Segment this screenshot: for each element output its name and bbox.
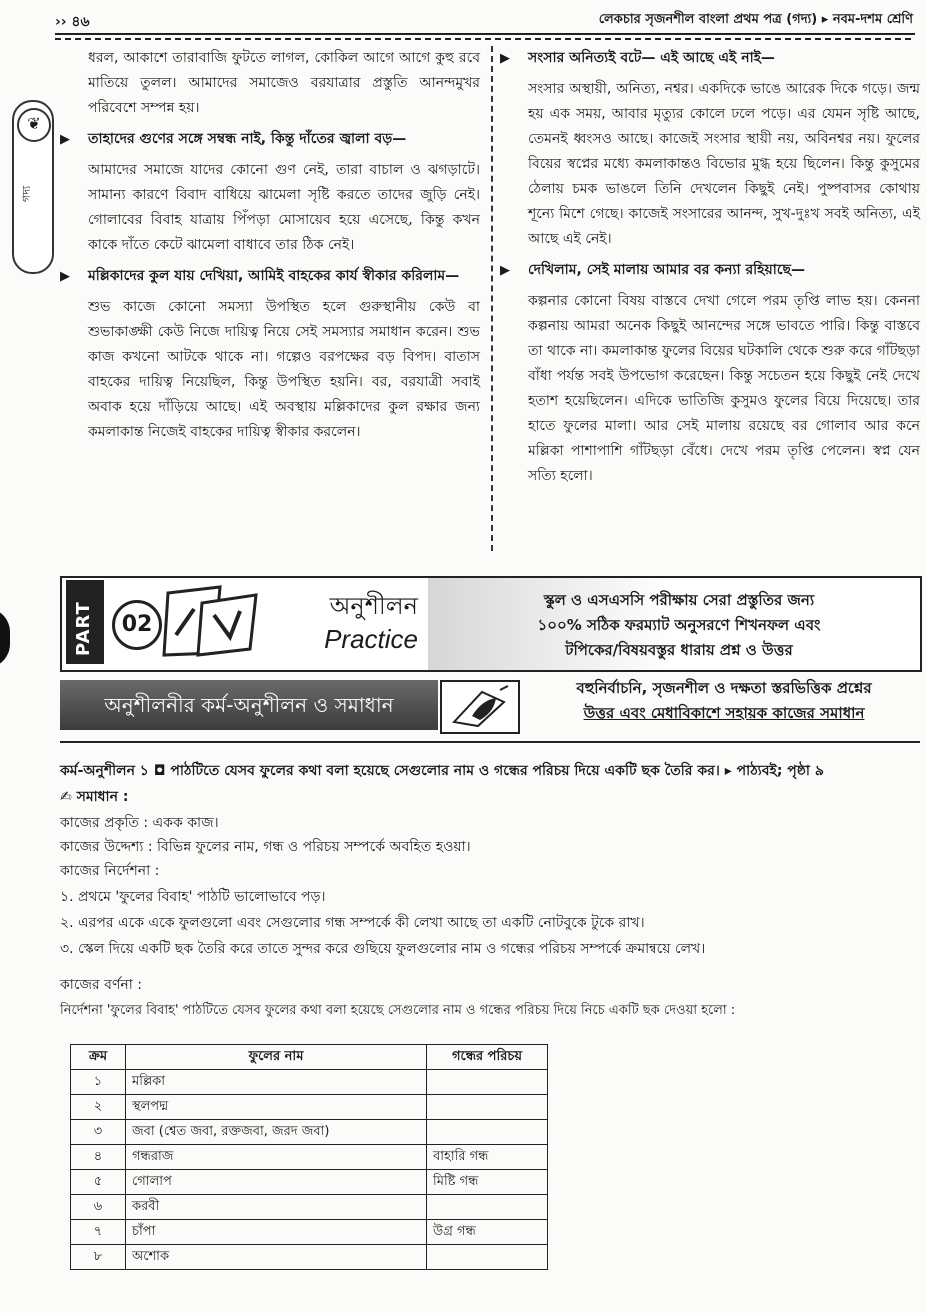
page-edge-mark	[0, 608, 10, 668]
task-purpose: কাজের উদ্দেশ্য : বিভিন্ন ফুলের নাম, গন্ধ ও পরিচয় সম্পর্কে অবহিত হওয়া।	[60, 839, 471, 855]
cell: ৪	[71, 1145, 126, 1170]
cell: ৬	[71, 1195, 126, 1220]
part-label	[66, 580, 104, 664]
cell	[427, 1095, 548, 1120]
section-tab	[12, 100, 54, 274]
part-number: 02	[112, 600, 162, 650]
practice-title-en: Practice	[324, 624, 418, 654]
practice-title-bn: অনুশীলন	[329, 592, 418, 620]
section-subheading	[528, 676, 920, 736]
instruction-step: ২. এরপর একে একে ফুলগুলো এবং সেগুলোর গন্ধ সম্পর্কে কী লেখা আছে তা একটি নোটবুকে টুকে রাখ।	[60, 915, 645, 931]
table-row	[71, 1220, 548, 1245]
cell: স্থলপদ্ম	[126, 1095, 427, 1120]
table-row	[71, 1145, 548, 1170]
paragraph: শুভ কাজে কোনো সমস্যা উপস্থিত হলে গুরুস্থানীয় কেউ বা শুভাকাঙ্ক্ষী কেউ নিজে দায়িত্ব নিয়ে সেই সমস্যার সমাধান করেন। শুভ কাজ কখনো আটকে থাকে না। গল্পেও বরপক্ষের বড় বিপদ। বাতাস বাহকের দায়িত্ব নিয়েছিল, কিন্তু উপস্থিত হয়নি। বর, বরযাত্রী সবাই অবাক হয়ে দাঁড়িয়ে আছে। এই অবস্থায় মল্লিকাদের কুল রক্ষার জন্য কমলাকান্ত নিজেই বাহকের দায়িত্ব স্বীকার করলেন।	[88, 299, 480, 440]
cell: চাঁপা	[126, 1220, 427, 1245]
subheading-line: উত্তর এবং মেধাবিকাশে সহায়ক কাজের সমাধান	[583, 704, 865, 722]
bullet-title: ▶ দেখিলাম, সেই মালায় আমার বর কন্যা রহিয়াছে—	[500, 258, 920, 283]
paragraph: কল্পনার কোনো বিষয় বাস্তবে দেখা গেলে পরম তৃপ্তি লাভ হয়। কেননা কল্পনায় আমরা অনেক কিছুই আনন্দের সঙ্গে ভাবতে পারি। কিন্তু বাস্তবে তা থাকে না। কমলাকান্ত ফুলের বিয়ের ঘটকালি থেকে শুরু করে গাঁটছড়া বাঁধা পর্যন্ত সবই উপভোগ করেছেন। কিন্তু সচেতন হয়ে কিছুই নেই দেখে হতাশ হয়েছিলেন। এদিকে ভাতিজি কুসুমও ফুলের বিয়ে দিয়েছে। তার হাতে ফুলের মালা। আর সেই মালায় রয়েছে বর গোলাব আর কনে মল্লিকা পাশাপাশি গাঁটছড়া বেঁধে। দেখে পরম তৃপ্তি পেলেন। স্বপ্ন যেন সত্যি হলো।	[528, 293, 921, 484]
book-title: লেকচার সৃজনশীল বাংলা প্রথম পত্র (গদ্য) ▸ নবম-দশম শ্রেণি	[598, 12, 913, 27]
task-nature: কাজের প্রকৃতি : একক কাজ।	[60, 815, 219, 831]
info-line: স্কুল ও এসএসসি পরীক্ষায় সেরা প্রস্তুতির জন্য	[543, 591, 815, 609]
instruction-step: ৩. স্কেল দিয়ে একটি ছক তৈরি করে তাতে সুন্দর করে গুছিয়ে ফুলগুলোর নাম ও গন্ধের পরিচয় সম্পর্কে ক্রমান্বয়ে লেখ।	[60, 941, 706, 957]
cell: মল্লিকা	[126, 1070, 427, 1095]
bullet-title: ▶ তাহাদের গুণের সঙ্গে সম্বন্ধ নাই, কিন্তু দাঁতের জ্বালা বড়—	[60, 127, 480, 152]
cell: ২	[71, 1095, 126, 1120]
table-row	[71, 1120, 548, 1145]
emblem-icon: ❦	[17, 108, 51, 142]
info-line: ১০০% সঠিক ফরম্যাট অনুসরণে শিখনফল এবং	[537, 616, 821, 634]
cell: ৩	[71, 1120, 126, 1145]
left-column	[60, 46, 480, 451]
writing-hand-icon	[440, 680, 520, 734]
paragraph: সংসার অস্থায়ী, অনিত্য, নশ্বর। একদিকে ভাঙে আরেক দিকে গড়ে। জন্ম হয় এক সময়, আবার মৃত্যুর কোলে ঢলে পড়ে। এর যেমন সৃষ্টি আছে, তেমনই ধ্বংসও আছে। কাজেই সংসার স্থায়ী নয়, অবিনশ্বর নয়। ফুলের বিয়ের স্বপ্নের মধ্যে কমলাকান্তও বিভোর মুগ্ধ হয়ে ছিলেন। কিন্তু কুসুমের ঠেলায় চমক ভাঙলে তিনি দেখলেন কিছুই নেই। পুষ্পবাসর কোথায় শূন্যে মিশে গেছে। কাজেই সংসারের আনন্দ, সুখ-দুঃখ সবই অনিত্য, এই আছে এই নেই।	[528, 81, 920, 247]
cell: মিষ্টি গন্ধ	[427, 1170, 548, 1195]
page-header	[0, 0, 927, 44]
right-column	[500, 46, 920, 495]
info-line: টপিকের/বিষয়বস্তুর ধারায় প্রশ্ন ও উত্তর	[565, 641, 793, 659]
table-row	[71, 1245, 548, 1270]
cell: অশোক	[126, 1245, 427, 1270]
table-row	[71, 1170, 548, 1195]
paragraph: ধরল, আকাশে তারাবাজি ফুটতে লাগল, কোকিল আগে আগে কুহু রবে মাতিয়ে তুলল। আমাদের সমাজেও বরযাত্রার প্রস্তুতি আনন্দমুখর পরিবেশে সম্পন্ন হয়।	[88, 50, 480, 116]
practice-banner-info	[428, 576, 922, 672]
part-label-text: PART	[73, 601, 94, 656]
column-header: ক্রম	[71, 1045, 126, 1070]
description-label: কাজের বর্ণনা :	[60, 977, 142, 993]
cell	[427, 1070, 548, 1095]
flower-table	[70, 1044, 548, 1270]
instruction-step: ১. প্রথমে 'ফুলের বিবাহ' পাঠটি ভালোভাবে পড়।	[60, 889, 326, 905]
cell: গোলাপ	[126, 1170, 427, 1195]
cell: ৮	[71, 1245, 126, 1270]
task-heading: কর্ম-অনুশীলন ১ ◘ পাঠটিতে যেসব ফুলের কথা বলা হয়েছে সেগুলোর নাম ও গন্ধের পরিচয় দিয়ে একটি ছক তৈরি কর। ▸ পাঠ্যবই; পৃষ্ঠা ৯	[60, 763, 824, 779]
column-header: ফুলের নাম	[126, 1045, 427, 1070]
solution-label: ✍ সমাধান :	[60, 789, 129, 805]
section-tab-label: গদ্য	[20, 185, 33, 202]
table-header-row	[71, 1045, 548, 1070]
cell	[427, 1120, 548, 1145]
page-number: ›› ৪৬	[55, 14, 90, 30]
divider	[60, 741, 920, 743]
column-header: গন্ধের পরিচয়	[427, 1045, 548, 1070]
cell	[427, 1245, 548, 1270]
description-text: নির্দেশনা 'ফুলের বিবাহ' পাঠটিতে যেসব ফুলের কথা বলা হয়েছে সেগুলোর নাম ও গন্ধের পরিচয় দিয়ে নিচে একটি ছক দেওয়া হলো :	[60, 1003, 736, 1018]
cell: ১	[71, 1070, 126, 1095]
cell: বাহারি গন্ধ	[427, 1145, 548, 1170]
table-row	[71, 1070, 548, 1095]
instructions-label: কাজের নির্দেশনা :	[60, 863, 160, 879]
table-row	[71, 1095, 548, 1120]
header-rule	[55, 33, 915, 41]
practice-logo-icon	[162, 585, 262, 659]
bullet-title: ▶ মল্লিকাদের কুল যায় দেখিয়া, আমিই বাহকের কার্য স্বীকার করিলাম—	[60, 264, 480, 289]
bullet-title: ▶ সংসার অনিত্যই বটে— এই আছে এই নাই—	[500, 46, 920, 71]
table-row	[71, 1195, 548, 1220]
paragraph: আমাদের সমাজে যাদের কোনো গুণ নেই, তারা বাচাল ও ঝগড়াটে। সামান্য কারণে বিবাদ বাধিয়ে ঝামেলা সৃষ্টি করতে তাদের জুড়ি নেই। গোলাবের বিবাহ যাত্রায় পিঁপড়া মোসায়েব হয়ে এসেছে, কিন্তু কখন কাকে দাঁতে কেটে ঝামেলা বাধাবে তার ঠিক নেই।	[88, 162, 480, 253]
cell: ৭	[71, 1220, 126, 1245]
cell: ৫	[71, 1170, 126, 1195]
cell: করবী	[126, 1195, 427, 1220]
section-heading: অনুশীলনীর কর্ম-অনুশীলন ও সমাধান	[60, 680, 438, 730]
cell: জবা (শ্বেত জবা, রক্তজবা, জরদ জবা)	[126, 1120, 427, 1145]
subheading-line: বহুনির্বাচনি, সৃজনশীল ও দক্ষতা স্তরভিত্তিক প্রশ্নের	[576, 679, 872, 697]
cell: উগ্র গন্ধ	[427, 1220, 548, 1245]
cell	[427, 1195, 548, 1220]
cell: গন্ধরাজ	[126, 1145, 427, 1170]
column-divider	[491, 46, 493, 551]
